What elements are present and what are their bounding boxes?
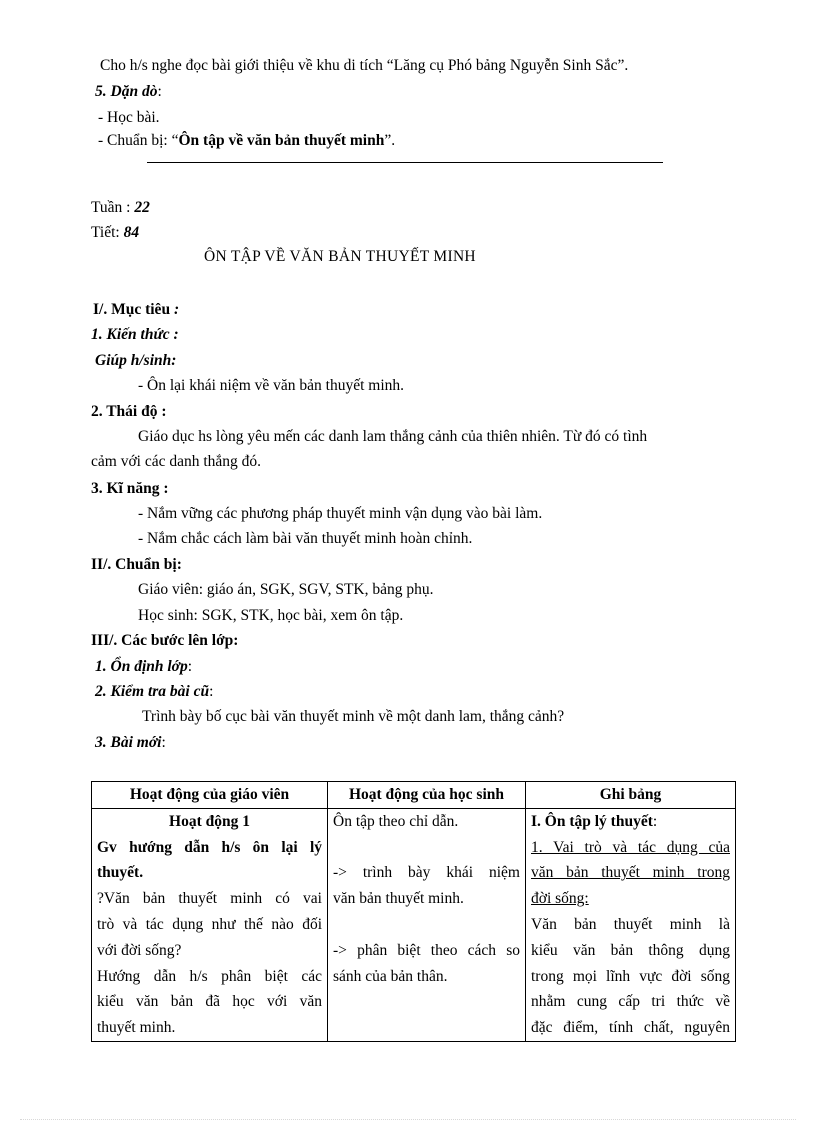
- teacher-question-line: trò và tác dụng như thế nào đối: [97, 915, 322, 933]
- board-body-line: Văn bản thuyết minh là: [531, 915, 730, 933]
- board-body-line: kiểu văn bản thông dụng: [531, 941, 730, 959]
- homework-item-review: - Học bài.: [98, 109, 160, 126]
- preparation-heading: II/. Chuẩn bị:: [91, 556, 182, 573]
- teacher-help-line: Hướng dẫn h/s phân biệt các: [97, 967, 322, 985]
- step-2: 2. Kiểm tra bài cũ:: [95, 683, 214, 700]
- board-body-line: nhằm cung cấp tri thức về: [531, 993, 730, 1011]
- homework-item-prepare: - Chuẩn bị: “Ôn tập về văn bản thuyết minh”.: [98, 132, 396, 149]
- student-activity-line: -> trình bày khái niệm: [333, 864, 520, 882]
- step-3: 3. Bài mới:: [95, 734, 166, 751]
- page-bottom-edge: [20, 1119, 796, 1120]
- teacher-activity-cell: [92, 808, 328, 1041]
- teacher-help-line: thuyết minh.: [97, 1019, 176, 1037]
- attitude-heading: 2. Thái độ :: [91, 403, 167, 420]
- listen-instruction: Cho h/s nghe đọc bài giới thiệu về khu di tích “Lăng cụ Phó bảng Nguyễn Sinh Sắc”.: [100, 57, 629, 74]
- separator-rule: [147, 162, 663, 163]
- header-teacher-activity: Hoạt động của giáo viên: [92, 782, 328, 809]
- header-board-notes: Ghi bảng: [526, 782, 736, 809]
- board-heading: I. Ôn tập lý thuyết:: [531, 812, 658, 830]
- skills-heading: 3. Kĩ năng :: [91, 480, 169, 497]
- week-line: Tuần : 22: [91, 199, 150, 216]
- board-body-line: trong mọi lĩnh vực đời sống: [531, 967, 730, 985]
- skills-item-2: - Nắm chắc cách làm bài văn thuyết minh hoàn chỉnh.: [138, 530, 473, 547]
- board-subheading-line: 1. Vai trò và tác dụng của: [531, 838, 730, 856]
- preparation-teacher: Giáo viên: giáo án, SGK, SGV, STK, bảng phụ.: [138, 581, 434, 598]
- student-activity-line: -> phân biệt theo cách so: [333, 941, 520, 959]
- attitude-line-1: Giáo dục hs lòng yêu mến các danh lam thắng cảnh của thiên nhiên. Từ đó có tình: [138, 428, 648, 445]
- student-activity-cell: [328, 808, 526, 1041]
- board-notes-cell: [526, 808, 736, 1041]
- objectives-heading: I/. Mục tiêu :: [93, 301, 180, 318]
- student-activity-line: Ôn tập theo chỉ dẫn.: [333, 812, 459, 830]
- teacher-question-line: với đời sống?: [97, 941, 182, 959]
- period-line: Tiết: 84: [91, 224, 140, 241]
- teacher-question-line: ?Văn bản thuyết minh có vai: [97, 890, 322, 908]
- lesson-activity-table: [91, 781, 736, 1042]
- homework-heading: 5. Dặn dò:: [95, 83, 162, 100]
- step-2-question: Trình bày bố cục bài văn thuyết minh về một danh lam, thắng cảnh?: [142, 708, 565, 725]
- student-activity-line: văn bản thuyết minh.: [333, 890, 464, 908]
- teacher-guide-line: Gv hướng dẫn h/s ôn lại lý: [97, 838, 322, 856]
- skills-item-1: - Nắm vững các phương pháp thuyết minh vận dụng vào bài làm.: [138, 505, 543, 522]
- teacher-guide-line: thuyết.: [97, 864, 144, 882]
- board-subheading-line: đời sống:: [531, 890, 589, 908]
- table-row: [92, 808, 736, 1041]
- help-students-label: Giúp h/sinh:: [95, 352, 177, 369]
- step-1: 1. Ổn định lớp:: [95, 658, 193, 675]
- student-activity-line: sánh của bản thân.: [333, 967, 448, 985]
- lesson-title: ÔN TẬP VỀ VĂN BẢN THUYẾT MINH: [204, 248, 476, 265]
- activity-title: Hoạt động 1: [169, 812, 250, 830]
- header-student-activity: Hoạt động của học sinh: [328, 782, 526, 809]
- board-subheading-line: văn bản thuyết minh trong: [531, 864, 730, 882]
- knowledge-item: - Ôn lại khái niệm về văn bản thuyết minh.: [138, 377, 405, 394]
- preparation-student: Học sinh: SGK, STK, học bài, xem ôn tập.: [138, 607, 404, 624]
- steps-heading: III/. Các bước lên lớp:: [91, 632, 239, 649]
- table-header-row: [92, 782, 736, 809]
- board-body-line: đặc điểm, tính chất, nguyên: [531, 1019, 730, 1037]
- teacher-help-line: kiểu văn bản đã học với văn: [97, 993, 322, 1011]
- knowledge-heading: 1. Kiến thức :: [91, 326, 179, 343]
- attitude-line-2: cảm với các danh thắng đó.: [91, 453, 262, 470]
